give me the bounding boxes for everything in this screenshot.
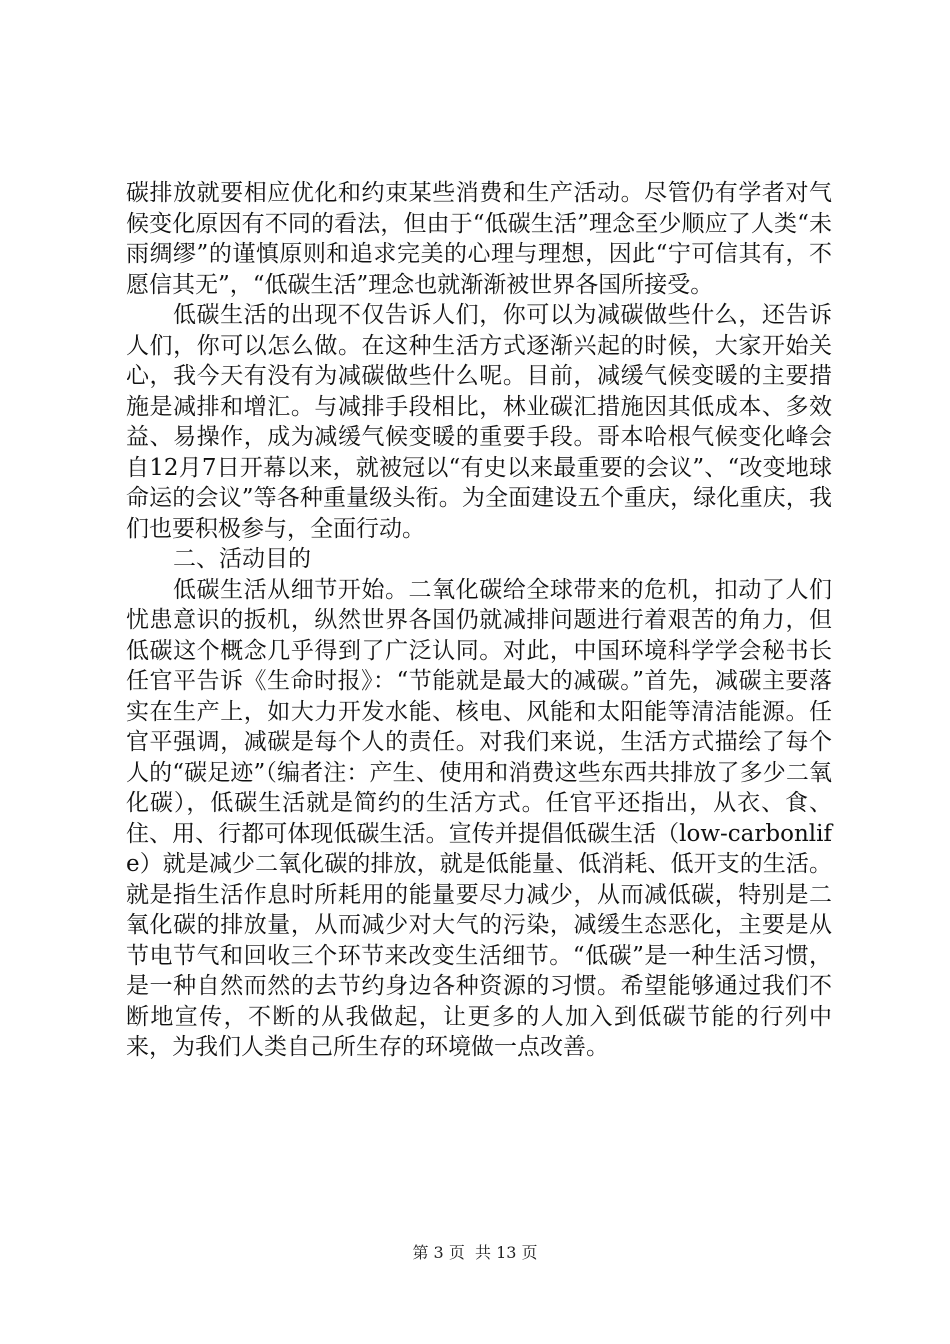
document-body: [126, 178, 832, 1063]
page-number-label: 第 3 页 共 13 页: [412, 1243, 538, 1262]
paragraph-low-carbon-life: 低碳生活的出现不仅告诉人们，你可以为减碳做些什么，还告诉人们，你可以怎么做。在这种生活方式逐渐兴起的时候，大家开始关心，我今天有没有为减碳做些什么呢。目前，减缓气候变暖的主要措施是减排和增汇。与减排手段相比，林业碳汇措施因其低成本、多效益、易操作，成为减缓气候变暖的重要手段。哥本哈根气候变化峰会自12月7日开幕以来，就被冠以“有史以来最重要的会议”、“改变地球命运的会议”等各种重量级头衔。为全面建设五个重庆，绿化重庆，我们也要积极参与，全面行动。: [126, 302, 832, 542]
page-footer: [0, 1242, 950, 1264]
paragraph-continuation: 碳排放就要相应优化和约束某些消费和生产活动。尽管仍有学者对气候变化原因有不同的看法，但由于“低碳生活”理念至少顺应了人类“未雨绸缪”的谨慎原则和追求完美的心理与理想，因此“宁可信其有，不愿信其无”，“低碳生活”理念也就渐渐被世界各国所接受。: [126, 180, 832, 298]
section-heading-activity-purpose: 二、活动目的: [173, 546, 311, 572]
paragraph-activity-purpose: 低碳生活从细节开始。二氧化碳给全球带来的危机，扣动了人们忧患意识的扳机，纵然世界各国仍就减排问题进行着艰苦的角力，但低碳这个概念几乎得到了广泛认同。对此，中国环境科学学会秘书长任官平告诉《生命时报》：“节能就是最大的减碳。”首先，减碳主要落实在生产上，如大力开发水能、核电、风能和太阳能等清洁能源。任官平强调，减碳是每个人的责任。对我们来说，生活方式描绘了每个人的“碳足迹”（编者注：产生、使用和消费这些东西共排放了多少二氧化碳），低碳生活就是简约的生活方式。任官平还指出，从衣、食、住、用、行都可体现低碳生活。宣传并提倡低碳生活（low-carbonlife）就是减少二氧化碳的排放，就是低能量、低消耗、低开支的生活。就是指生活作息时所耗用的能量要尽力减少，从而减低碳，特别是二氧化碳的排放量，从而减少对大气的污染，减缓生态恶化，主要是从节电节气和回收三个环节来改变生活细节。“低碳”是一种生活习惯，是一种自然而然的去节约身边各种资源的习惯。希望能够通过我们不断地宣传，不断的从我做起，让更多的人加入到低碳节能的行列中来，为我们人类自己所生存的环境做一点改善。: [126, 576, 832, 1060]
